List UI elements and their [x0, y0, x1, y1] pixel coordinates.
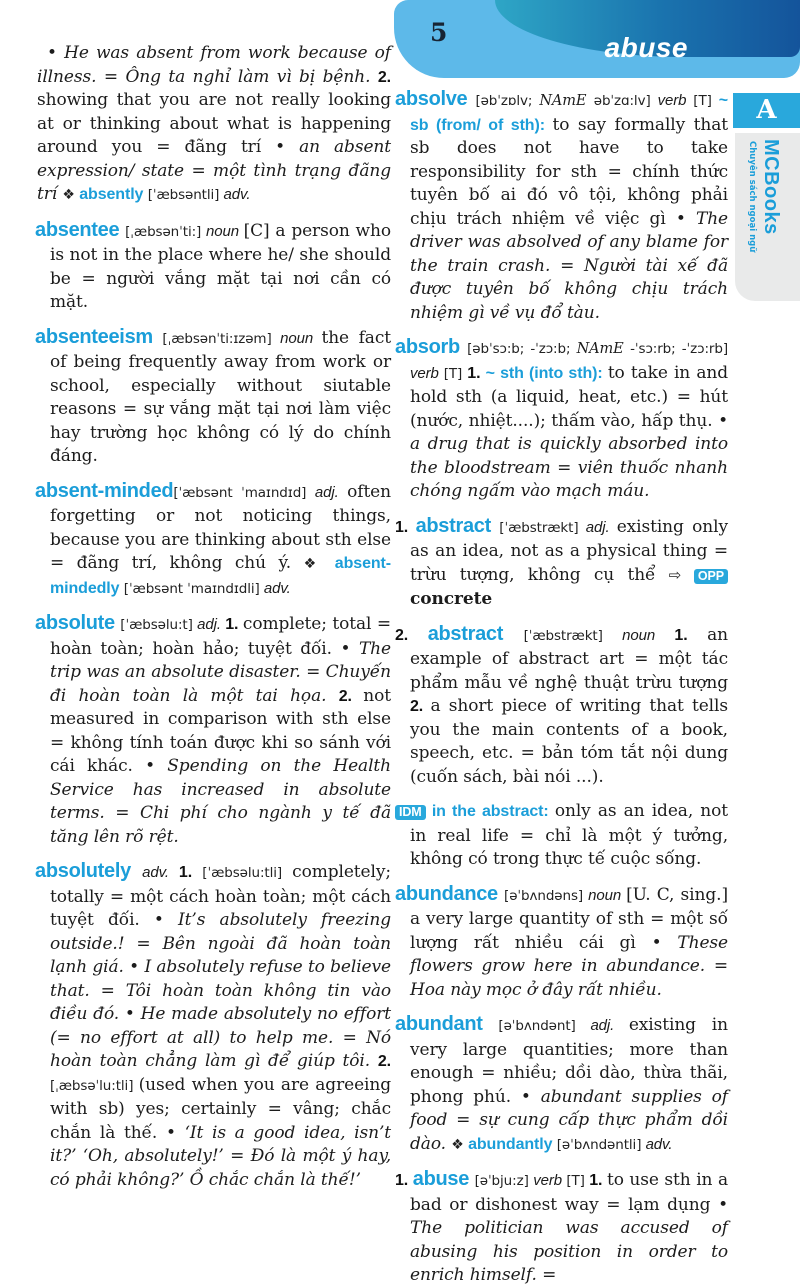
- phonetic: [ˌæbsənˈti:]: [125, 223, 206, 240]
- part-of-speech: adj.: [590, 1017, 629, 1034]
- example-text: • He was absent from work because of illness. = Ông ta nghỉ làm vì bị bệnh.: [37, 43, 391, 87]
- definition-text: [U. C, sing.] a very large quantity of sth = một số lượng rất nhiều cái gì: [410, 884, 728, 953]
- definition-text: to say formally that sb does not have to take responsibility for sth = chính thức tuyên bố ai đó vô tội, không phải chịu trách nhiệm về việc gì: [410, 114, 728, 229]
- phonetic: [ˈæbsəntli]: [147, 187, 224, 203]
- part-of-speech: adv.: [142, 864, 179, 881]
- phonetic: -ˈsɔ:rb; -ˈzɔ:rb]: [630, 341, 728, 357]
- entry-absolute: [35, 612, 391, 849]
- headword: abstract: [427, 622, 524, 645]
- phonetic: [ˈæbsəlu:t]: [120, 617, 198, 633]
- entry-absentee: [35, 219, 391, 315]
- part-of-speech: verb: [533, 1172, 567, 1189]
- example-text: • Spending on the Health Service has increased in absolute terms. = Chi phí cho ngành y tế đã tăng lên rõ rệt.: [50, 756, 391, 847]
- cross-ref-word: concrete: [410, 589, 493, 609]
- pattern-or-derived-word: in the abstract:: [425, 803, 555, 820]
- phonetic: [T]: [443, 365, 468, 382]
- part-of-speech: noun: [588, 886, 627, 904]
- headword: absenteeism: [35, 325, 163, 348]
- example-text: • It’s absolutely freezing outside.! = Bên ngoài đã hoàn toàn lạnh giá. • I absolutely refuse to believe that. = Tôi hoàn toàn không tin vào điều đó. • He made absolutely no effort (= no effort at all) to help me. = Nó hoàn toàn chẳng làm gì để giúp tôi.: [50, 910, 392, 1071]
- headword: absorb: [395, 336, 468, 358]
- phonetic: [ˈæbstrækt]: [523, 627, 623, 644]
- phonetic: [ˌæbsənˈti:ɪzəm]: [162, 330, 281, 347]
- sense-number: 1.: [225, 616, 243, 633]
- example-text: • The politician was accused of abusing his position in order to enrich himself. =: [410, 1194, 728, 1285]
- right-column: [395, 88, 729, 1285]
- definition-text: existing in very large quantities; more than enough = nhiều; dồi dào, thừa thãi, phong phú.: [410, 1015, 728, 1107]
- definition-text: existing only as an idea, not as a physical thing = trừu tượng, không cụ thể: [410, 516, 728, 585]
- pattern-or-derived-word: abundantly: [468, 1135, 557, 1153]
- part-of-speech: adj.: [585, 518, 617, 536]
- part-of-speech: verb: [657, 92, 694, 109]
- example-text: • ‘It is a good idea, isn’t it?’ ‘Oh, absolutely!’ = Đó là một ý hay, có phải không?’ Ồ chắc chắn là thế!’: [50, 1122, 391, 1190]
- definition-text: completely; totally = một cách hoàn toàn; một cách tuyệt đối.: [50, 862, 391, 930]
- part-of-speech: noun: [622, 626, 675, 644]
- headword: absentee: [35, 218, 126, 241]
- sense-number: 2.: [410, 698, 431, 715]
- entry-abundance: [395, 883, 728, 1003]
- part-of-speech: adj.: [197, 616, 226, 633]
- definition-text: to use sth in a bad or dishonest way = lạm dụng: [410, 1170, 728, 1215]
- headword: abuse: [412, 1168, 475, 1190]
- pattern-or-derived-word: ~ sth (into sth):: [485, 364, 608, 382]
- headword: absent-minded: [35, 479, 174, 502]
- entry-absorb: [395, 336, 728, 504]
- sense-number: 1.: [178, 864, 203, 881]
- phonetic: [ˈæbstrækt]: [499, 519, 586, 536]
- sense-number: 1.: [395, 1172, 413, 1189]
- phonetic: [T]: [693, 93, 719, 109]
- phonetic: [T]: [566, 1173, 590, 1189]
- idm-badge: IDM: [395, 805, 426, 820]
- pattern-or-derived-word: absent-mindedly: [50, 555, 391, 597]
- phonetic: [ˈæbsənt ˈmaɪndɪdli]: [123, 580, 264, 597]
- part-of-speech: verb: [410, 364, 444, 382]
- entry-absent-continued: [35, 42, 391, 208]
- entry-absolutely: [35, 860, 391, 1192]
- phonetic: [əbˈsɔ:b; -ˈzɔ:b;: [467, 341, 577, 357]
- entry-idiom-in-the-abstract: [395, 800, 728, 872]
- page-number: 5: [430, 18, 448, 47]
- headword: absolutely: [35, 860, 143, 882]
- headword: abstract: [415, 514, 500, 537]
- left-column: [35, 42, 391, 1222]
- definition-text: an example of abstract art = một tác phẩm mẫu về nghệ thuật trừu tượng: [410, 624, 728, 693]
- letter-a-tab: A: [733, 93, 800, 128]
- phonetic: [ˈæbsənt ˈmaɪndɪd]: [173, 484, 315, 501]
- entry-abstract-adj: [395, 515, 728, 612]
- entry-absent-minded: [35, 480, 391, 602]
- phonetic: [əˈbju:z]: [474, 1173, 534, 1189]
- example-text: • abundant supplies of food = sự cung cấp thực phẩm dồi dào.: [410, 1086, 728, 1154]
- example-text: • The driver was absolved of any blame for the train crash. = Người tài xế đã được tuyên bố không chịu trách nhiệm gì về vụ đổ tàu.: [410, 208, 729, 323]
- phonetic: əbˈzɑ:lv]: [593, 93, 658, 109]
- part-of-speech: adv.: [645, 1135, 673, 1153]
- definition-text: to take in and hold sth (a liquid, heat, etc.) = hút (nước, nhiệt....); thấm vào, hấp thụ.: [410, 362, 729, 431]
- example-text: • a drug that is quickly absorbed into the bloodstream = viên thuốc nhanh chóng ngấm vào mạch máu.: [410, 410, 728, 501]
- sense-number: 2.: [338, 687, 364, 705]
- phonetic: [əbˈzɒlv;: [475, 93, 540, 109]
- phonetic-variant-label: NAmE: [539, 93, 594, 109]
- entry-abstract-noun: [395, 623, 728, 790]
- running-head: abuse: [604, 32, 688, 63]
- sense-number: 2.: [377, 68, 391, 86]
- definition-text: complete; total = hoàn toàn; hoàn hảo; tuyệt đối.: [50, 614, 391, 659]
- definition-text: only as an idea, not in real life = chỉ là một ý tưởng, không có trong thực tế cuộc sống.: [410, 801, 728, 869]
- pattern-or-derived-word: ~ sb (from/ of sth):: [410, 92, 728, 134]
- definition-text: often forgetting or not noticing things, because you are thinking about sth else = đãng trí, không chú ý.: [50, 481, 391, 573]
- entry-absolve: [395, 88, 728, 325]
- phonetic: [əˈbʌndəntli]: [556, 1136, 646, 1153]
- publisher-brand: MCBooks: [760, 139, 782, 235]
- part-of-speech: noun: [205, 222, 244, 240]
- part-of-speech: adv.: [223, 186, 251, 203]
- opp-badge: OPP: [694, 569, 728, 584]
- headword: absolve: [395, 88, 476, 110]
- sense-number: 1.: [395, 518, 416, 536]
- sense-number: 1.: [589, 1172, 607, 1189]
- derived-marker-icon: ❖: [62, 187, 80, 203]
- entry-abuse: [395, 1168, 728, 1288]
- publisher-tab-panel: [735, 133, 800, 301]
- phonetic-variant-label: NAmE: [576, 341, 631, 357]
- derived-marker-icon: ❖: [451, 1136, 469, 1153]
- phonetic: [əˈbʌndəns]: [504, 887, 589, 904]
- phonetic: [ˈæbsəlu:tli]: [202, 865, 293, 881]
- headword: abundance: [395, 882, 505, 905]
- definition-text: the fact of being frequently away from work or school, especially without siutable reasons = sự vắng mặt tại nơi làm việc hay trường học không có lý do chính đáng.: [50, 327, 391, 466]
- derived-marker-icon: ❖: [303, 556, 335, 572]
- part-of-speech: adv.: [263, 579, 291, 597]
- definition-text: showing that you are not really looking at or thinking about what is happening around you = đãng trí •: [37, 90, 391, 157]
- cross-ref-arrow-icon: ⇨: [668, 565, 694, 584]
- definition-text: (used when you are agreeing with sb) yes; certainly = vâng; chắc chắn là thế.: [50, 1074, 391, 1143]
- sense-number: 1.: [674, 626, 708, 644]
- publisher-tagline: Chuyên sách ngoại ngữ: [747, 141, 757, 253]
- part-of-speech: noun: [280, 329, 322, 347]
- example-text: • These flowers grow here in abundance. = Hoa này mọc ở đây rất nhiều.: [410, 932, 728, 1000]
- sense-number: 2.: [395, 626, 428, 644]
- entry-absenteeism: [35, 326, 391, 469]
- entry-abundant: [395, 1013, 728, 1157]
- pattern-or-derived-word: absently: [79, 186, 148, 203]
- example-text: an absent expression/ state = một tình trạng đãng trí: [37, 137, 391, 204]
- definition-text: not measured in comparison with sth else = không tính toán được khi so sánh với cái khác.: [50, 685, 391, 776]
- headword: abundant: [395, 1013, 499, 1035]
- phonetic: [ˌæbsəˈlu:tli]: [50, 1077, 139, 1094]
- definition-text: [C] a person who is not in the place where he/ she should be = người vắng mặt tại nơi cần có mặt.: [50, 220, 391, 312]
- definition-text: a short piece of writing that tells you the main contents of a book, speech, etc. = bản tóm tắt nội dung (cuốn sách, bài nói ...).: [410, 696, 728, 787]
- alphabet-side-tab: [733, 93, 800, 308]
- example-text: • The trip was an absolute disaster. = Chuyến đi hoàn toàn là một tai họa.: [50, 638, 391, 706]
- sense-number: 1.: [467, 364, 486, 382]
- sense-number: 2.: [377, 1053, 391, 1070]
- part-of-speech: adj.: [314, 483, 348, 501]
- phonetic: [əˈbʌndənt]: [498, 1018, 591, 1034]
- headword: absolute: [35, 612, 121, 634]
- page-header: [394, 0, 800, 78]
